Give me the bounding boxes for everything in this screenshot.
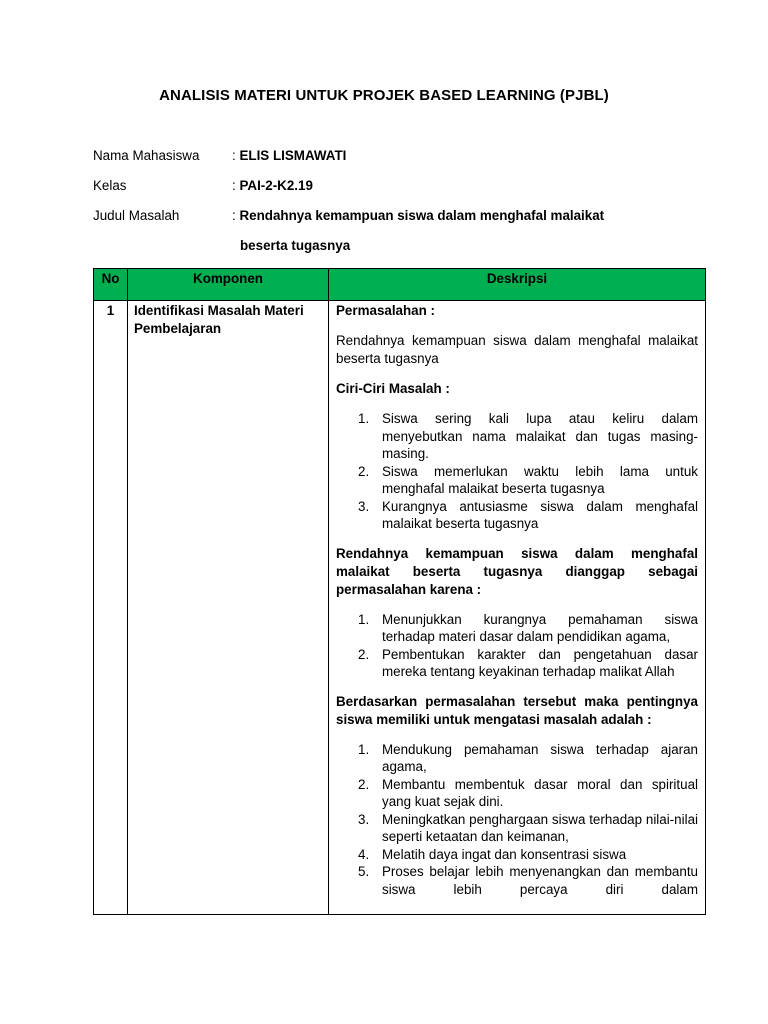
pentingnya-item-text: Proses belajar lebih menyenangkan dan membantu siswa lebih percaya diri dalam <box>382 864 698 897</box>
row-komponen: Identifikasi Masalah Materi Pembelajaran <box>128 301 329 915</box>
list-item: 1. Siswa sering kali lupa atau keliru dalam menyebutkan nama malaikat dan tugas masing-masing. <box>358 411 698 461</box>
list-item: 3. Meningkatkan penghargaan siswa terhadap nilai-nilai seperti ketaatan dan keimanan, <box>358 811 698 844</box>
header-komponen: Komponen <box>128 269 329 301</box>
ciri-item-text: Kurangnya antusiasme siswa dalam menghafal malaikat beserta tugasnya <box>382 498 698 531</box>
kelas-value <box>232 176 313 196</box>
list-item: 1. Menunjukkan kurangnya pemahaman siswa terhadap materi dasar dalam pendidikan agama, <box>358 611 698 644</box>
kelas-text: PAI-2-K2.19 <box>239 178 313 193</box>
list-item: 5. Proses belajar lebih menyenangkan dan membantu siswa lebih percaya diri dalam <box>358 864 698 897</box>
header-no: No <box>94 269 128 301</box>
separator: : <box>232 178 236 193</box>
pentingnya-heading: Berdasarkan permasalahan tersebut maka pentingnya siswa memiliki untuk mengatasi masalah adalah : <box>336 693 698 727</box>
list-item: 3. Kurangnya antusiasme siswa dalam menghafal malaikat beserta tugasnya <box>358 498 698 531</box>
ciri-list <box>336 410 698 533</box>
list-item: 2. Membantu membentuk dasar moral dan spiritual yang kuat sejak dini. <box>358 776 698 809</box>
alasan-item-text: Menunjukkan kurangnya pemahaman siswa terhadap materi dasar dalam pendidikan agama, <box>382 611 698 644</box>
nama-value <box>232 146 346 166</box>
nama-text: ELIS LISMAWATI <box>239 148 347 163</box>
pentingnya-list <box>336 741 698 899</box>
judul-value <box>232 206 604 226</box>
row-number: 1 <box>94 301 128 915</box>
row-deskripsi <box>329 301 706 915</box>
permasalahan-heading: Permasalahan : <box>336 303 435 318</box>
pentingnya-item-text: Membantu membentuk dasar moral dan spiritual yang kuat sejak dini. <box>382 776 698 809</box>
list-item: 2. Pembentukan karakter dan pengetahuan dasar mereka tentang keyakinan terhadap malikat Allah <box>358 646 698 679</box>
list-item: 4. Melatih daya ingat dan konsentrasi siswa <box>358 846 627 862</box>
analysis-table <box>93 268 706 915</box>
judul-text-line1: Rendahnya kemampuan siswa dalam menghafal malaikat <box>239 208 605 223</box>
alasan-list <box>336 611 698 681</box>
ciri-heading: Ciri-Ciri Masalah : <box>336 381 450 396</box>
nama-label: Nama Mahasiswa <box>93 148 200 163</box>
separator: : <box>232 148 236 163</box>
separator: : <box>232 208 236 223</box>
header-deskripsi: Deskripsi <box>329 269 706 301</box>
document-title: ANALISIS MATERI UNTUK PROJEK BASED LEARNING (PJBL) <box>159 87 609 104</box>
list-item: 2. Siswa memerlukan waktu lebih lama untuk menghafal malaikat beserta tugasnya <box>358 463 698 496</box>
table-row <box>94 301 706 915</box>
alasan-heading: Rendahnya kemampuan siswa dalam menghafal malaikat beserta tugasnya dianggap sebagai permasalahan karena : <box>336 545 698 597</box>
judul-label: Judul Masalah <box>93 208 180 223</box>
pentingnya-item-text: Mendukung pemahaman siswa terhadap ajaran agama, <box>382 741 698 774</box>
pentingnya-item-text: Meningkatkan penghargaan siswa terhadap nilai-nilai seperti ketaatan dan keimanan, <box>382 811 698 844</box>
table-header-row <box>94 269 706 301</box>
list-item: 1. Mendukung pemahaman siswa terhadap ajaran agama, <box>358 741 698 774</box>
ciri-item-text: Siswa sering kali lupa atau keliru dalam menyebutkan nama malaikat dan tugas masing-masing. <box>382 411 698 461</box>
kelas-label: Kelas <box>93 178 127 193</box>
pentingnya-item-text: Melatih daya ingat dan konsentrasi siswa <box>382 846 627 862</box>
judul-text-line2: beserta tugasnya <box>240 238 351 253</box>
ciri-item-text: Siswa memerlukan waktu lebih lama untuk menghafal malaikat beserta tugasnya <box>382 463 698 496</box>
permasalahan-text: Rendahnya kemampuan siswa dalam menghafal malaikat beserta tugasnya <box>336 333 698 366</box>
alasan-item-text: Pembentukan karakter dan pengetahuan dasar mereka tentang keyakinan terhadap malikat Allah <box>382 646 698 679</box>
